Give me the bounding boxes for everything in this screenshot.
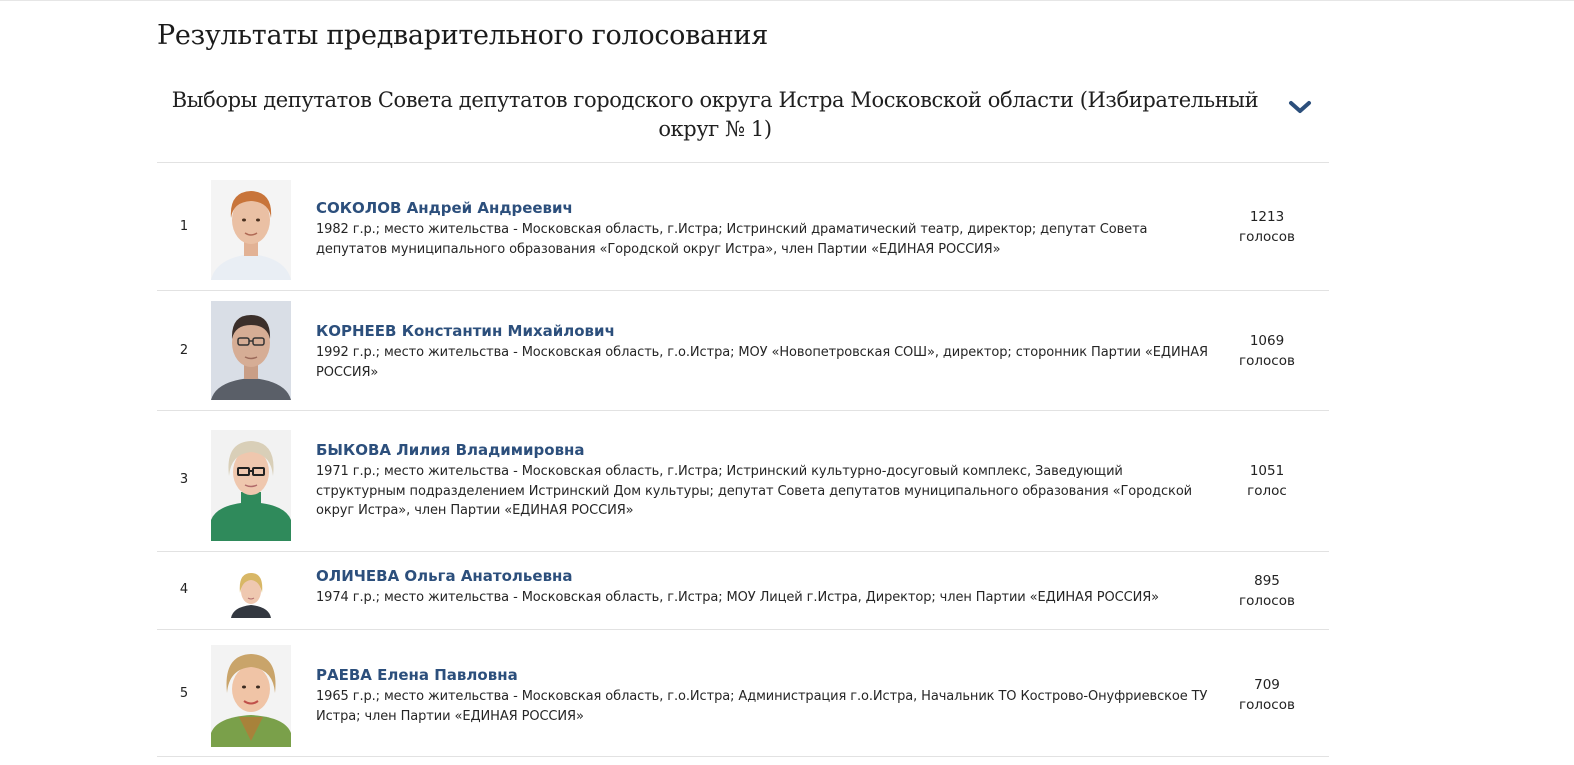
candidate-photo bbox=[211, 301, 291, 400]
votes-label: голосов bbox=[1239, 229, 1295, 245]
candidate-given-names: Андрей Андреевич bbox=[406, 199, 573, 217]
election-title: Выборы депутатов Совета депутатов городского округа Истра Московской области (Избирательный округ № 1) bbox=[171, 88, 1259, 141]
candidate-row bbox=[157, 411, 1329, 552]
candidate-given-names: Лилия Владимировна bbox=[396, 441, 585, 459]
election-accordion-header[interactable] bbox=[157, 86, 1329, 163]
candidate-photo bbox=[211, 645, 291, 747]
candidate-surname: ОЛИЧЕВА bbox=[316, 567, 400, 585]
candidate-info bbox=[316, 665, 1216, 726]
candidate-description: 1965 г.р.; место жительства - Московская область, г.о.Истра; Администрация г.о.Истра, Начальник ТО Кострово-Онуфриевское ТУ Истра; член Партии «ЕДИНАЯ РОССИЯ» bbox=[316, 689, 1208, 724]
candidate-rank: 3 bbox=[179, 472, 189, 487]
candidate-info bbox=[316, 566, 1216, 608]
candidate-photo bbox=[211, 567, 291, 618]
candidate-name[interactable] bbox=[316, 321, 1216, 341]
candidate-votes bbox=[1227, 675, 1307, 715]
votes-count: 1213 bbox=[1249, 209, 1285, 225]
candidate-row bbox=[157, 552, 1329, 630]
candidate-list bbox=[157, 163, 1329, 757]
candidate-info bbox=[316, 321, 1216, 382]
chevron-down-icon[interactable] bbox=[1287, 98, 1313, 116]
votes-label: голосов bbox=[1239, 697, 1295, 713]
votes-count: 709 bbox=[1254, 677, 1280, 693]
votes-count: 1069 bbox=[1249, 333, 1285, 349]
candidate-row bbox=[157, 630, 1329, 757]
votes-count: 895 bbox=[1254, 573, 1280, 589]
candidate-description: 1992 г.р.; место жительства - Московская область, г.о.Истра; МОУ «Новопетровская СОШ», директор; сторонник Партии «ЕДИНАЯ РОССИЯ» bbox=[316, 345, 1208, 380]
candidate-given-names: Елена Павловна bbox=[377, 666, 518, 684]
candidate-surname: КОРНЕЕВ bbox=[316, 322, 397, 340]
candidate-votes bbox=[1227, 461, 1307, 501]
candidate-surname: БЫКОВА bbox=[316, 441, 392, 459]
candidate-name[interactable] bbox=[316, 440, 1216, 460]
candidate-rank: 4 bbox=[179, 582, 189, 597]
candidate-description: 1971 г.р.; место жительства - Московская область, г.Истра; Истринский культурно-досуговый комплекс, Заведующий структурным подразделением Истринский Дом культуры; депутат Совета депутатов муниципального образования «Городской округ Истра», член Партии «ЕДИНАЯ РОССИЯ» bbox=[316, 464, 1193, 518]
candidate-name[interactable] bbox=[316, 665, 1216, 685]
candidate-photo bbox=[211, 180, 291, 280]
candidate-photo bbox=[211, 430, 291, 541]
votes-label: голосов bbox=[1239, 593, 1295, 609]
candidate-name[interactable] bbox=[316, 198, 1216, 218]
page-title: Результаты предварительного голосования bbox=[157, 20, 768, 51]
candidate-surname: СОКОЛОВ bbox=[316, 199, 402, 217]
candidate-row bbox=[157, 291, 1329, 411]
top-divider bbox=[0, 0, 1574, 1]
candidate-row bbox=[157, 163, 1329, 291]
votes-count: 1051 bbox=[1249, 463, 1285, 479]
candidate-name[interactable] bbox=[316, 566, 1216, 586]
candidate-description: 1982 г.р.; место жительства - Московская область, г.Истра; Истринский драматический театр, директор; депутат Совета депутатов муниципального образования «Городской округ Истра», член Партии «ЕДИНАЯ РОССИЯ» bbox=[316, 222, 1148, 257]
candidate-votes bbox=[1227, 207, 1307, 247]
candidate-rank: 5 bbox=[179, 686, 189, 701]
candidate-given-names: Константин Михайлович bbox=[401, 322, 615, 340]
candidate-votes bbox=[1227, 571, 1307, 611]
candidate-info bbox=[316, 198, 1216, 259]
candidate-rank: 2 bbox=[179, 343, 189, 358]
candidate-surname: РАЕВА bbox=[316, 666, 372, 684]
candidate-info bbox=[316, 440, 1216, 521]
candidate-description: 1974 г.р.; место жительства - Московская область, г.Истра; МОУ Лицей г.Истра, Директор; член Партии «ЕДИНАЯ РОССИЯ» bbox=[316, 590, 1160, 605]
votes-label: голосов bbox=[1239, 353, 1295, 369]
candidate-rank: 1 bbox=[179, 219, 189, 234]
candidate-given-names: Ольга Анатольевна bbox=[404, 567, 573, 585]
candidate-votes bbox=[1227, 331, 1307, 371]
votes-label: голос bbox=[1247, 483, 1287, 499]
